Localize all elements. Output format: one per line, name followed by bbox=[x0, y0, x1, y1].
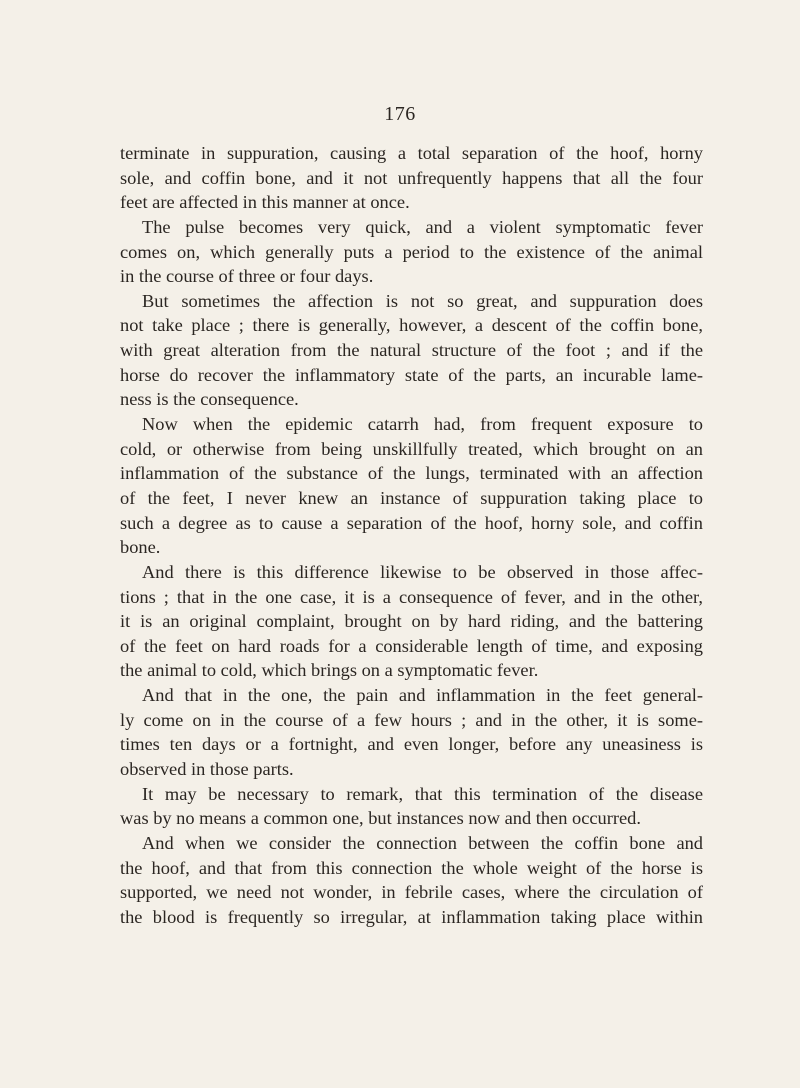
text-line: horse do recover the inflammatory state of the parts, an incurable lame- bbox=[120, 364, 703, 385]
text-line: was by no means a common one, but instances now and then occurred. bbox=[120, 808, 641, 829]
text-line: the hoof, and that from this connection the whole weight of the horse is bbox=[120, 857, 703, 878]
text-line: the animal to cold, which brings on a symptomatic fever. bbox=[120, 660, 539, 681]
text-line: such a degree as to cause a separation of the hoof, horny sole, and coffin bbox=[120, 512, 703, 533]
text-line: of the feet, I never knew an instance of suppuration taking place to bbox=[120, 487, 703, 508]
text-line: terminate in suppuration, causing a total separation of the hoof, horny bbox=[120, 143, 703, 163]
text-line: with great alteration from the natural structure of the foot ; and if the bbox=[120, 340, 703, 361]
text-line: inflammation of the substance of the lungs, terminated with an affection bbox=[120, 463, 703, 484]
text-line: supported, we need not wonder, in febrile cases, where the circulation of bbox=[120, 882, 703, 903]
page-number: 176 bbox=[384, 103, 416, 125]
text-line: ness is the consequence. bbox=[120, 389, 299, 410]
text-line: tions ; that in the one case, it is a consequence of fever, and in the other, bbox=[120, 586, 703, 607]
text-line: the blood is frequently so irregular, at inflammation taking place within bbox=[120, 906, 703, 927]
text-line: bone. bbox=[120, 537, 161, 558]
text-line: sole, and coffin bone, and it not unfrequently happens that all the four bbox=[120, 167, 703, 188]
text-line: times ten days or a fortnight, and even longer, before any uneasiness is bbox=[120, 734, 703, 755]
body-text bbox=[120, 141, 703, 930]
text-line: But sometimes the affection is not so great, and suppuration does bbox=[142, 290, 703, 311]
text-line: feet are affected in this manner at once. bbox=[120, 192, 410, 213]
text-line: And there is this difference likewise to be observed in those affec- bbox=[142, 561, 703, 582]
text-line: observed in those parts. bbox=[120, 759, 294, 780]
text-line: The pulse becomes very quick, and a violent symptomatic fever bbox=[142, 216, 703, 237]
text-line: of the feet on hard roads for a considerable length of time, and exposing bbox=[120, 635, 703, 656]
text-line: in the course of three or four days. bbox=[120, 266, 374, 287]
text-line: ly come on in the course of a few hours ; and in the other, it is some- bbox=[120, 709, 703, 730]
text-line: comes on, which generally puts a period to the existence of the animal bbox=[120, 241, 703, 262]
text-line: And when we consider the connection between the coffin bone and bbox=[142, 832, 703, 853]
text-line: it is an original complaint, brought on by hard riding, and the battering bbox=[120, 611, 703, 632]
text-line: not take place ; there is generally, however, a descent of the coffin bone, bbox=[120, 315, 703, 336]
text-line: It may be necessary to remark, that this termination of the disease bbox=[142, 783, 703, 804]
text-line: And that in the one, the pain and inflammation in the feet general- bbox=[142, 685, 703, 706]
text-line: Now when the epidemic catarrh had, from frequent exposure to bbox=[142, 414, 703, 435]
text-line: cold, or otherwise from being unskillfully treated, which brought on an bbox=[120, 438, 703, 459]
